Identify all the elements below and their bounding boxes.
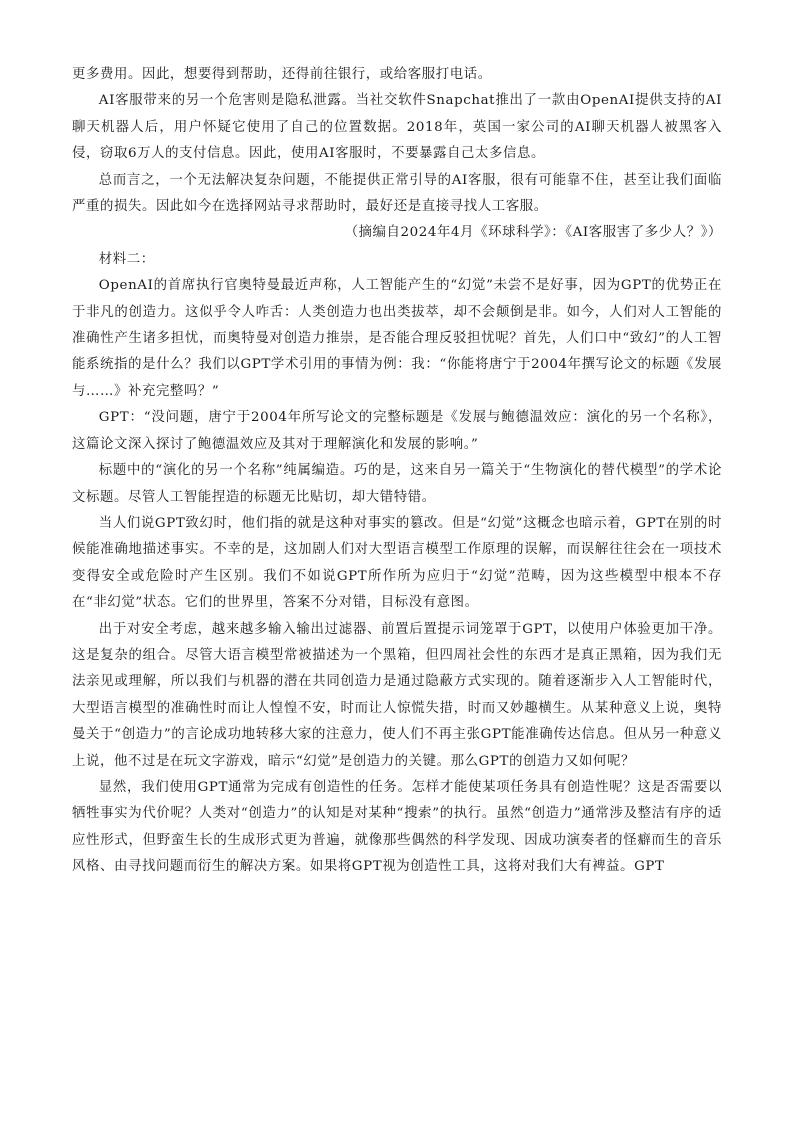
paragraph: 当人们说GPT致幻时，他们指的就是这种对事实的篡改。但是“幻觉”这概念也暗示着，GPT在别的时候能准确地描述事实。不幸的是，这加剧人们对大型语言模型工作原理的误解，而误解往往会在一项技术变得安全或危险时产生区别。我们不如说GPT所作所为应归于“幻觉”范畴，因为这些模型中根本不存在“非幻觉”状态。它们的世界里，答案不分对错，目标没有意图。: [72, 515, 722, 611]
paragraph: 显然，我们使用GPT通常为完成有创造性的任务。怎样才能使某项任务具有创造性呢？这是否需要以牺牲事实为代价呢？人类对“创造力”的认知是对某种“搜索”的执行。虽然“创造力”通常涉及整洁有序的适应性形式，但野蛮生长的生成形式更为普遍，就像那些偶然的科学发现、因成功演奏者的怪癖而生的音乐风格、由寻找问题而衍生的解决方案。如果将GPT视为创造性工具，这将对我们大有裨益。GPT: [72, 779, 722, 875]
paragraph: OpenAI的首席执行官奥特曼最近声称，人工智能产生的“幻觉”未尝不是好事，因为GPT的优势正在于非凡的创造力。这似乎令人咋舌：人类创造力也出类拔萃，却不会颠倒是非。如今，人们对人工智能的准确性产生诸多担忧，而奥特曼对创造力推崇，是否能合理反驳担忧呢？首先，人们口中“致幻”的人工智能系统指的是什么？我们以GPT学术引用的事情为例：我：“你能将唐宁于2004年撰写论文的标题《发展与……》补充完整吗？”: [72, 278, 722, 399]
material-heading: 材料二：: [98, 251, 155, 267]
paragraph: GPT：“没问题，唐宁于2004年所写论文的完整标题是《发展与鲍德温效应：演化的另一个名称》，这篇论文深入探讨了鲍德温效应及其对于理解演化和发展的影响。”: [72, 410, 722, 452]
source-citation: （摘编自2024年4月《环球科学》：《AI客服害了多少人？》）: [344, 225, 722, 241]
paragraph: 标题中的“演化的另一个名称”纯属编造。巧的是，这来自另一篇关于“生物演化的替代模型”的学术论文标题。尽管人工智能捏造的标题无比贴切，却大错特错。: [72, 463, 722, 505]
paragraph: AI客服带来的另一个危害则是隐私泄露。当社交软件Snapchat推出了一款由OpenAI提供支持的AI聊天机器人后，用户怀疑它使用了自己的位置数据。2018年，英国一家公司的AI聊天机器人被黑客入侵，窃取6万人的支付信息。因此，使用AI客服时，不要暴露自己太多信息。: [72, 93, 722, 162]
paragraph: 总而言之，一个无法解决复杂问题，不能提供正常引导的AI客服，很有可能靠不住，甚至让我们面临严重的损失。因此如今在选择网站寻求帮助时，最好还是直接寻找人工客服。: [72, 172, 722, 215]
paragraph: 更多费用。因此，想要得到帮助，还得前往银行，或给客服打电话。: [72, 67, 492, 82]
paragraph: 出于对安全考虑，越来越多输入输出过滤器、前置后置提示词笼罩于GPT，以使用户体验更加干净。这是复杂的组合。尽管大语言模型常被描述为一个黑箱，但四周社会性的东西才是真正黑箱，因为我们无法亲见或理解，所以我们与机器的潜在共同创造力是通过隐蔽方式实现的。随着逐渐步入人工智能时代，大型语言模型的准确性时而让人惶惶不安，时而让人惊慌失措，时而又妙趣横生。从某种意义上说，奥特曼关于“创造力”的言论成功地转移大家的注意力，使人们不再主张GPT能准确传达信息。但从另一种意义上说，他不过是在玩文字游戏，暗示“幻觉”是创造力的关键。那么GPT的创造力又如何呢？: [72, 621, 722, 769]
document-page: [72, 62, 722, 881]
